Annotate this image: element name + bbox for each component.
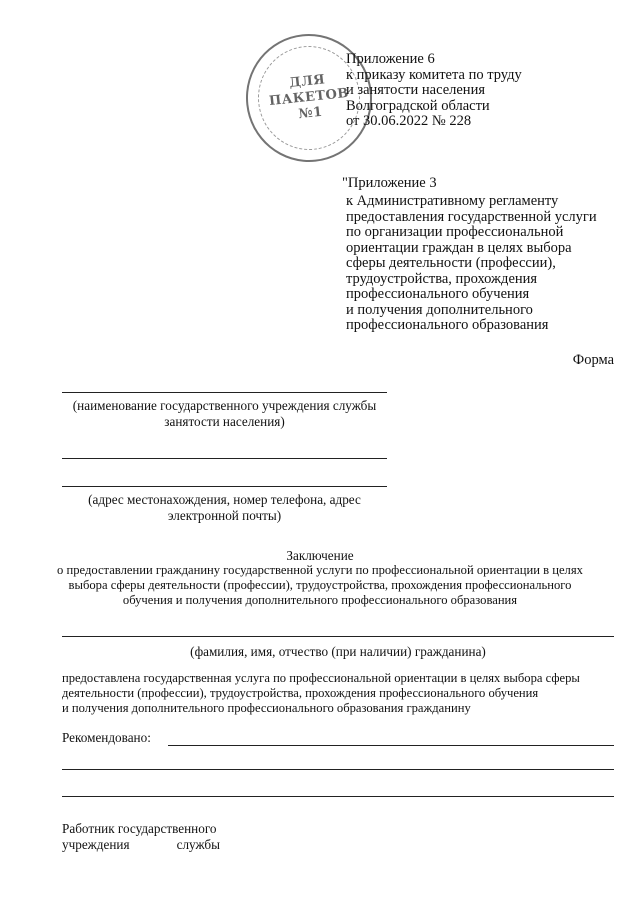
worker-word: учреждения (62, 836, 130, 852)
conclusion-line: о предоставлении гражданину государственной услуги по профессиональной ориентации в целях (57, 563, 583, 577)
provided-line: деятельности (профессии), трудоустройства, прохождения профессионального обучения (62, 686, 539, 700)
conclusion-text (30, 563, 610, 608)
institution-caption (42, 398, 407, 429)
worker-line: Работник государственного (62, 821, 217, 836)
caption-line: занятости населения) (164, 413, 285, 429)
conclusion-title: Заключение (286, 548, 354, 563)
appendix-line: по организации профессиональной (346, 224, 564, 240)
address-caption (42, 492, 407, 523)
appendix-line: сферы деятельности (профессии), (346, 255, 556, 271)
form-label: Форма (572, 352, 614, 368)
caption-line: (адрес местонахождения, номер телефона, адрес (88, 492, 361, 507)
caption-line: электронной почты) (167, 507, 282, 523)
appendix-line: и получения дополнительного (346, 301, 533, 318)
stamp-line-2: ПАКЕТОВ (268, 85, 350, 110)
conclusion-line: выбора сферы деятельности (профессии), трудоустройства, прохождения профессионального (68, 578, 572, 592)
appendix-line: к Административному регламенту (346, 193, 559, 209)
stamp-line-3: №1 (297, 104, 324, 123)
recommendation-line-3 (62, 796, 614, 797)
provided-line: и получения дополнительного профессионального образования гражданину (62, 701, 471, 715)
worker-line-2 (62, 837, 220, 853)
institution-name-line (62, 392, 387, 393)
header-line: и занятости населения (346, 82, 485, 98)
citizen-caption: (фамилия, имя, отчество (при наличии) гражданина) (190, 644, 486, 659)
appendix-line: ориентации граждан в целях выбора (346, 239, 572, 256)
appendix-line: трудоустройства, прохождения (346, 270, 538, 287)
appendix-line: предоставления государственной услуги (346, 208, 597, 225)
appendix-3-text (346, 194, 597, 334)
stamp-line-1: ДЛЯ (288, 72, 326, 91)
appendix-6-header (346, 52, 522, 130)
recommendation-line-2 (62, 769, 614, 770)
recommended-label: Рекомендовано: (62, 730, 151, 745)
appendix-line: профессионального образования (346, 317, 549, 333)
provided-text (62, 671, 614, 716)
appendix-line: профессионального обучения (346, 286, 530, 302)
provided-line: предоставлена государственная услуга по профессиональной ориентации в целях выбора сферы (62, 671, 580, 685)
appendix-3-title: "Приложение 3 (342, 175, 437, 191)
caption-line: (наименование государственного учреждения службы (72, 398, 377, 413)
worker-signature-label (62, 821, 220, 852)
recommendation-line-1 (168, 745, 614, 746)
header-line: к приказу комитета по труду (346, 66, 522, 83)
header-line: Волгоградской области (346, 97, 490, 114)
header-line: Приложение 6 (346, 51, 435, 67)
citizen-name-line (62, 636, 614, 637)
header-line: от 30.06.2022 № 228 (346, 113, 472, 129)
conclusion-line: обучения и получения дополнительного профессионального образования (122, 593, 518, 607)
address-line-2 (62, 486, 387, 487)
address-line-1 (62, 458, 387, 459)
worker-word: службы (176, 836, 220, 852)
